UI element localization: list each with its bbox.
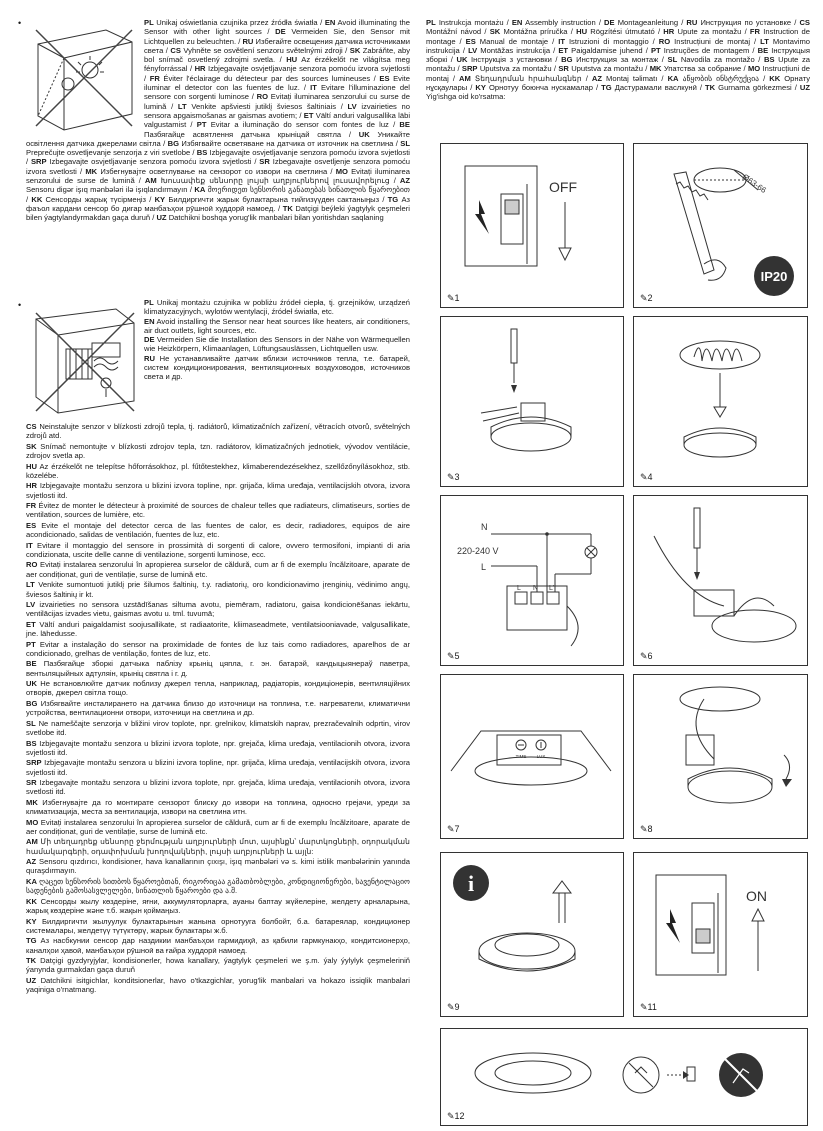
- language-text: Avoid installing the Sensor near heat sources like heaters, air conditioners, air duct outlets, light sources, etc.: [144, 316, 410, 335]
- language-paragraph: [26, 739, 410, 758]
- language-text: Izbjegavajte montažu senzora u blizini izvora topline, npr. grijača, klima uređaja, ventilacijskih otvora, izvora svjetlosti itd.: [26, 758, 410, 777]
- figure-1-caption: ✎1: [447, 293, 460, 303]
- language-text: Az érzékelőt ne telepítse hőforrásokhoz, pl. fűtőtestekhez, klimaberendezésekhez, szellőzőnyílásokhoz, stb. közelébe.: [26, 461, 410, 480]
- language-code: LV: [26, 600, 36, 610]
- language-text: Evitar a instalação do sensor na proximidade de fontes de luz tais como radiadores, aparelhos de ar condicionado, grelhas de ventilação, fontes de luz, etc.: [26, 639, 410, 658]
- figure-11: [633, 852, 808, 1017]
- language-text: Пазбягайце зборкі датчыка паблізу крыніц цяпла, г. эн. батарэй, кандыцыянераў паветра, вентыляцыйных адтуляін, крыніц святла і г. д.: [26, 659, 410, 678]
- language-text: Інструкція з установки /: [467, 55, 562, 65]
- language-text: Gurnama görkezmesi /: [715, 83, 800, 93]
- language-text: Uputstva za montažu /: [568, 64, 650, 74]
- language-paragraph: [26, 837, 410, 856]
- language-code: HR: [194, 64, 206, 74]
- language-text: Vältí anduri paigaldamist soojusallikate, st radiaatorite, kliimaseadmete, ventilatsiooniavade, valgusallikate, jne. lähedusse.: [26, 619, 410, 639]
- language-paragraph: [144, 298, 410, 317]
- language-text: Vermeiden Sie die Installation des Sensors in der Nähe von Wärmequellen wie Heizkörpern, Klimaanlagen, Lüftungsauslässen, Lichtquellen usw.: [144, 335, 410, 354]
- language-text: Evite el montaje del detector cerca de las fuentes de calor, es decir, radiadores, equipos de aire acondicionado, salidas de ventilación, fuentes de luz, etc.: [26, 520, 410, 540]
- language-text: Navodila za montažo /: [677, 55, 764, 65]
- time-label: TIME: [515, 754, 527, 759]
- language-text: Izbjegavajte montažu senzora u blizini izvora toplote, npr. grejača, klima uređaja, ventilacionih otvora, izvora svjetlosti itd.: [26, 738, 410, 757]
- language-paragraph: [26, 600, 410, 619]
- language-text: Montaj təlimatı /: [602, 73, 668, 83]
- language-text: Izbjegavajte osvjetljavanje senzora pomoću izvora svjetlosti /: [26, 148, 410, 167]
- language-code: AZ: [26, 857, 37, 867]
- figure-12: [440, 1028, 808, 1126]
- language-code: ET: [558, 45, 569, 55]
- figure-3-caption: ✎3: [447, 472, 460, 482]
- language-code: SL: [26, 718, 36, 728]
- language-code: CS: [799, 18, 810, 27]
- language-code: MK: [85, 166, 98, 176]
- language-text: Տեղադրման հրահանգներ /: [470, 73, 592, 83]
- pencil-icon: ✎: [447, 824, 455, 834]
- language-text: Assembly instruction /: [522, 18, 605, 27]
- language-code: FR: [26, 501, 37, 511]
- language-text: Istruzioni di montaggio /: [564, 36, 659, 46]
- language-code: IT: [558, 36, 565, 46]
- language-code: KA: [667, 73, 679, 83]
- language-code: DE: [604, 18, 615, 27]
- language-code: PL: [144, 298, 154, 307]
- language-paragraph: [26, 719, 410, 738]
- language-code: RO: [658, 36, 671, 46]
- language-text: Manual de montaje /: [475, 36, 559, 46]
- language-code: RU: [686, 18, 698, 27]
- language-paragraph: [26, 917, 410, 936]
- language-code: TG: [26, 936, 37, 946]
- language-code: TG: [601, 83, 612, 93]
- language-text: izvairieties no sensora uzstādīšanas siltuma avotu, piemēram, radiatoru, gaisa kondicionēšanas iekārtu, ventilācijas izvades vietu, gaismas avotu u. tml. tuvumā;: [26, 600, 410, 619]
- language-text: Évitez de monter le détecteur à proximité de sources de chaleur telles que radiateurs, climatiseurs, sorties de ventilation, sources de lumière, etc.: [26, 501, 410, 520]
- language-paragraph: [26, 818, 410, 837]
- language-text: Инструкция по установке /: [697, 18, 800, 27]
- language-code: FR: [149, 73, 160, 83]
- language-paragraph: [26, 956, 410, 975]
- language-code: RO: [256, 92, 269, 102]
- language-code: BE: [399, 120, 410, 130]
- language-text: Vyhněte se osvětlení senzoru světelnými zdroji /: [180, 45, 350, 55]
- language-text: Yig'ishga oid ko'rsatma:: [426, 92, 506, 102]
- language-code: BE: [26, 659, 37, 669]
- language-code: SRP: [461, 64, 478, 74]
- language-code: HU: [286, 55, 298, 65]
- language-code: HU: [26, 461, 37, 471]
- on-label: ON: [746, 888, 767, 904]
- ip-rating: IP20: [760, 269, 788, 284]
- language-paragraph: [26, 758, 410, 777]
- figure-8: [633, 674, 808, 839]
- language-text: izvairieties no sensora apgaismošanas ar gaismas avotiem; /: [144, 101, 410, 120]
- language-paragraph: [26, 462, 410, 481]
- language-code: DE: [144, 335, 155, 345]
- language-code: AM: [144, 176, 157, 186]
- language-text: Аз насбкунии сенсор дар наздикии манбаъҳои гармидиҳӣ, аз қабили гармкунакҳо, кондитсионерҳо, каналҳои ҳавоӣ, манбаъҳои рӯшноӣ ва ғайра худдорӣ намоед.: [26, 936, 410, 955]
- language-text: Zabráňte, aby bol snímač osvetlený zdrojmi svetla. /: [144, 45, 410, 65]
- language-text: Instrucțiuni de montaj /: [670, 36, 761, 46]
- language-code: UK: [456, 55, 468, 65]
- language-code: FR: [749, 27, 761, 37]
- language-paragraph: [26, 640, 410, 659]
- language-text: Datchikni isitgichlar, konditsionerlar, havo o'tkazgichlar, yorug'lik manbalari va hokazo issiqlik manbalari yaqiniga o'rnatmang.: [26, 975, 410, 995]
- language-text: Билдиргичти жарык булактарына тийгизүүдөн сактаныңыз /: [165, 194, 388, 204]
- language-code: DE: [275, 27, 286, 37]
- language-paragraph: [26, 976, 410, 995]
- language-text: Vältí anduri valgusallika läbi valgustamist /: [144, 110, 411, 130]
- language-text: Az érzékelőt ne világítsa meg fényforrással /: [144, 55, 410, 74]
- language-code: RU: [242, 36, 254, 46]
- language-text: Дастурамали васлкунӣ /: [611, 83, 706, 93]
- heat-warning-illustration: [30, 305, 138, 417]
- pencil-icon: ✎: [640, 293, 648, 303]
- language-text: Sensoru qızdırıcı, kondisioner, hava kanallarının çıxışı, işıq mənbələri və s. kimi istilik mənbələrinin yanında quraşdırmayın.: [26, 857, 410, 876]
- terminal-n: N: [533, 585, 539, 592]
- language-text: Preprečujte osvetljevanje senzorja z viri svetlobe /: [26, 148, 197, 158]
- language-code: LV: [468, 45, 478, 55]
- language-code: LV: [347, 101, 357, 111]
- figure-7-caption: ✎7: [447, 824, 460, 834]
- language-code: MO: [747, 64, 761, 74]
- language-code: PT: [650, 45, 661, 55]
- language-text: Unikaj oświetlania czujnika przez źródła światła /: [153, 18, 325, 27]
- language-text: Paigaldamise juhend /: [568, 45, 651, 55]
- language-code: SL: [667, 55, 678, 65]
- language-code: BS: [196, 148, 208, 158]
- language-code: RU: [144, 353, 155, 363]
- language-text: Unikaj montażu czujnika w pobliżu źródeł ciepła, tj. grzejników, urządzeń klimatyzacyjnych, wylotów wentylacji, źródeł światła, etc.: [144, 298, 410, 317]
- pencil-icon: ✎: [447, 651, 455, 661]
- language-text: Éviter l'éclairage du détecteur par des sources lumineuses /: [159, 73, 380, 83]
- language-code: TK: [705, 83, 716, 93]
- figure-12-caption: ✎12: [447, 1111, 465, 1121]
- language-code: AM: [26, 837, 38, 847]
- language-text: Snímač nemontujte v blízkosti zdrojov tepla, tzn. radiátorov, klimatizačných jednotiek, vývodov ventilácie, zdrojov svetla ap.: [26, 441, 410, 461]
- language-text: Evitați instalarea senzorului în apropierea surselor de căldură, cum ar fi de exemplu încălzitoare, aparate de aer condiționat, guri de ventilație, surse de lumină etc.: [26, 817, 410, 836]
- language-code: SL: [400, 138, 410, 148]
- pencil-icon: ✎: [640, 472, 648, 482]
- language-text: Избегайте освещения датчика источниками света /: [144, 36, 410, 55]
- language-text: Ne nameščajte senzorja v bližini virov toplote, npr. grelnikov, klimatskih naprav, prezračevalnih odprtin, virov svetlobe itd.: [26, 718, 410, 738]
- language-code: MO: [26, 817, 39, 827]
- language-text: Neinstalujte senzor v blízkosti zdrojů tepla, tj. radiátorů, klimatizačních zařízení, větracích otvorů, světelných zdrojů atd.: [26, 422, 410, 441]
- language-code: SK: [489, 27, 501, 37]
- language-code: SRP: [26, 758, 42, 768]
- language-text: Datchikni boshqa yorug'lik manbalari bilan yoritishdan saqlaning: [166, 213, 384, 223]
- pencil-icon: ✎: [447, 1111, 455, 1121]
- language-text: Instrucțiuni de montaj /: [426, 64, 810, 83]
- language-code: AZ: [591, 73, 602, 83]
- language-text: Evitați instalarea senzorului în apropierea surselor de căldură, cum ar fi de exemplu încălzitoare, aparate de aer condiționat, guri de ventilație, surse de lumină etc.: [26, 560, 410, 579]
- language-paragraph: [26, 521, 410, 540]
- language-text: Інструкцыя зборкі /: [426, 45, 811, 65]
- pencil-icon: ✎: [640, 651, 648, 661]
- illustration-spacer: [26, 18, 144, 136]
- language-code: MO: [335, 166, 348, 176]
- language-code: PT: [196, 120, 207, 130]
- language-code: SR: [558, 64, 569, 74]
- neutral-label: N: [481, 522, 488, 532]
- language-text: Инструкция за монтаж /: [572, 55, 668, 65]
- language-code: KK: [26, 896, 37, 906]
- language-paragraph: [26, 442, 410, 461]
- language-code: KY: [154, 194, 166, 204]
- figure-5: [440, 495, 624, 666]
- language-code: EN: [144, 316, 155, 326]
- language-code: HR: [663, 27, 675, 37]
- language-code: CS: [26, 422, 37, 431]
- language-paragraph: [26, 877, 410, 896]
- language-code: LT: [26, 580, 35, 590]
- language-code: IT: [310, 83, 317, 93]
- language-text: Не встановлюйте датчик поблизу джерел тепла, наприклад, радіаторів, кондиціонерів, вентиляційних отворів, джерел світла тощо.: [26, 679, 410, 698]
- figure-5-caption: ✎5: [447, 651, 460, 661]
- pencil-icon: ✎: [447, 1002, 455, 1012]
- language-text: Izbegavajte osvjetljavanje senzora pomoću izvora svjetlosti /: [46, 157, 260, 167]
- heat-warning-rest-block: [26, 422, 410, 996]
- language-text: Montāžas instrukcija /: [477, 45, 559, 55]
- language-paragraph: [26, 778, 410, 797]
- figure-9: [440, 852, 624, 1017]
- language-text: Venkite sumontuoti jutiklį prie šilumos šaltinių, t.y. radiatorių, oro kondicionavimo įrenginių, vėdinimo angų, šviesos šaltinių ir kt.: [26, 580, 410, 599]
- language-text: Sensoru digər işıq mənbələri ilə işıqlandırmayın /: [26, 185, 195, 195]
- language-code: UZ: [26, 975, 37, 985]
- language-text: Уникайте освітлення датчика джерелами світла /: [26, 129, 410, 148]
- language-text: Izbjegavajte montažu senzora u blizini izvora topline, npr. grijača, klima uređaja, ventilacijskih otvora, izvora svjetlosti itd.: [26, 481, 410, 500]
- figure-7: [440, 674, 624, 839]
- language-paragraph: [26, 560, 410, 579]
- language-code: TK: [26, 956, 37, 966]
- language-code: ES: [26, 520, 37, 530]
- language-paragraph: [26, 699, 410, 718]
- bullet: •: [18, 18, 22, 28]
- language-text: Билдиргичти жылуулук булактарынын жанына орнотууга болбойт, б.а. батареялар, кондиционер системалары, желдетүү түтүктөрү, жарык булактары ж.б.: [26, 916, 410, 935]
- language-code: BG: [561, 55, 573, 65]
- language-paragraph: [26, 620, 410, 639]
- pencil-icon: ✎: [447, 293, 455, 303]
- language-text: Մի տեղադրեք սենսորը ջերմության աղբյուրների մոտ, այսինքն՝ մարտկոցների, օդորակման համակարգերի, օդափոխման խողովակների, լույսի աղբյուրների և այլն:: [26, 837, 410, 856]
- language-text: Venkite apšviesti jutiklį šviesos šaltiniais /: [186, 101, 348, 111]
- language-text: Uputstva za montažu /: [477, 64, 559, 74]
- figure-2: [633, 143, 808, 308]
- language-code: UZ: [799, 83, 810, 93]
- language-code: ES: [465, 36, 476, 46]
- language-paragraph: [26, 541, 410, 560]
- pencil-icon: ✎: [640, 1002, 648, 1012]
- language-code: IT: [26, 540, 33, 550]
- language-code: KK: [769, 73, 781, 83]
- language-text: Խուսափեք սենսորը լույսի աղբյուրներով լուսավորելուց /: [156, 176, 400, 186]
- language-text: Upute za montažu /: [426, 55, 811, 74]
- language-code: SRP: [30, 157, 47, 167]
- language-code: EN: [324, 18, 336, 27]
- language-code: HU: [576, 27, 588, 37]
- figure-2-caption: ✎2: [640, 293, 653, 303]
- language-code: KA: [26, 876, 37, 886]
- language-code: RO: [26, 560, 38, 570]
- language-text: Datçigi gyzdyryjylar, kondisionerler, howa kanallary, ýagtylyk çeşmeleri we ş.m. ýaly ýylylyk çeşmeleriniň ýanynda gurmakdan gaça duruň: [26, 956, 410, 975]
- language-text: Evitați iluminarea senzorului de surse de lumină /: [26, 166, 410, 186]
- language-code: PT: [26, 639, 36, 649]
- language-code: BG: [167, 138, 180, 148]
- voltage-label: 220-240 V: [457, 546, 499, 556]
- language-text: Evitare l'illuminazione del sensore con sorgenti luminose /: [144, 83, 410, 102]
- language-code: EN: [511, 18, 523, 27]
- language-text: Rögzítési útmutató /: [587, 27, 664, 37]
- language-code: UK: [358, 129, 370, 139]
- language-code: HR: [26, 481, 37, 491]
- terminal-l-prime: L': [549, 585, 555, 592]
- language-text: ღაცეთ სენსორის სითბოს წყაროებთან, რიგორიცაა გამათბობლები, კონდიციონერები, სავენტილაციო სადენების გამოსასვლელები, სინათლის წყაროები და ა.შ.: [26, 876, 410, 896]
- language-text: Evitar a iluminação do sensor com fontes de luz /: [206, 120, 400, 130]
- instructions-header: [426, 18, 810, 102]
- language-paragraph: [26, 857, 410, 876]
- language-text: Instruction de montage /: [426, 27, 810, 46]
- language-code: MK: [649, 64, 662, 74]
- language-text: Montážna príručka /: [500, 27, 577, 37]
- language-text: Упатства за собрание /: [661, 64, 748, 74]
- figure-1: [440, 143, 624, 308]
- figure-4-caption: ✎4: [640, 472, 653, 482]
- language-code: KY: [475, 83, 486, 93]
- heat-warning-top-block: [144, 298, 410, 382]
- figure-6: [633, 495, 808, 666]
- language-code: PL: [426, 18, 436, 27]
- language-text: Избегнувајте осветлување на сензорот со извори на светлина /: [97, 166, 336, 176]
- language-text: Izbegavajte montažu senzora u blizini izvora toplote, npr. grejača, klima uređaja, ventilacionih otvora, izvora svetlosti itd.: [26, 778, 410, 797]
- language-code: SR: [259, 157, 270, 167]
- language-code: BS: [26, 738, 37, 748]
- language-text: Vermeiden Sie, den Sensor mit Lichtquellen zu beleuchten. /: [144, 27, 410, 46]
- figure-6-caption: ✎6: [640, 651, 653, 661]
- instructions_header-paragraph: [426, 18, 810, 102]
- language-text: Evitați iluminarea senzorului cu surse de lumină /: [144, 92, 410, 111]
- language-code: KA: [194, 185, 206, 195]
- language-text: Аз фаъол кардани сенсор бо дигар манбаъҳои рӯшноӣ худдорӣ намоед. /: [26, 194, 410, 213]
- language-code: UZ: [156, 213, 167, 223]
- language-text: Upute za montažu /: [674, 27, 750, 37]
- language-code: PL: [144, 18, 154, 27]
- language-text: მოერიდეთ სენსორის განათებას სინათლის წყაროებით /: [26, 185, 410, 204]
- language-paragraph: [26, 679, 410, 698]
- language-text: Montážní návod /: [426, 27, 490, 37]
- language-paragraph: [144, 335, 410, 354]
- language-paragraph: [26, 798, 410, 817]
- language-code: BE: [757, 45, 769, 55]
- language-code: TG: [387, 194, 399, 204]
- language-text: Пазбягайце асвятлення датчыка крыніцай святла /: [144, 129, 359, 139]
- info-glyph: i: [467, 871, 475, 896]
- off-label: OFF: [549, 179, 577, 195]
- language-code: ES: [379, 73, 390, 83]
- language-text: Datçigi beýleki ýagtylyk çeşmeleri bilen ýagtylandyrmakdan gaça duruň /: [26, 203, 410, 223]
- language-code: BG: [26, 698, 38, 708]
- bullet: •: [18, 300, 22, 310]
- language-text: Избягвайте осветяване на датчика от източник на светлина /: [179, 138, 401, 148]
- line-label: L: [481, 562, 487, 572]
- language-code: LT: [760, 36, 769, 46]
- language-code: UK: [26, 679, 37, 689]
- language-text: Орнотуу боюнча нускамалар /: [485, 83, 602, 93]
- language-code: BS: [763, 55, 775, 65]
- language-paragraph: [144, 354, 410, 382]
- language-code: AZ: [399, 176, 410, 186]
- language-code: KK: [31, 194, 43, 204]
- language-paragraph: [26, 422, 410, 441]
- language-text: Izbjegavajte osvjetljavanje senzora pomoću izvora svjetlosti /: [144, 64, 410, 83]
- language-text: Evitare il montaggio del sensore in prossimità di sorgenti di calore, ovvero termosifoni, impianti di aria condizionata, uscite delle canne di ventilazione, sorgenti luminose, ecc.: [26, 540, 410, 559]
- figure-9-caption: ✎9: [447, 1002, 460, 1012]
- figure-8-caption: ✎8: [640, 824, 653, 834]
- figure-4: [633, 316, 808, 487]
- language-text: Instrukcja montażu /: [435, 18, 512, 27]
- language-text: Избегнувајте да го монтирате сензорот блиску до извори на топлина, односно грејачи, уреди за климатизација, места за вентилација, извори на светлина итн.: [26, 797, 410, 817]
- language-text: აწყობის ინსტრუქცია /: [678, 73, 770, 83]
- pencil-icon: ✎: [640, 824, 648, 834]
- language-code: CS: [170, 45, 181, 55]
- lux-label: LUX: [536, 754, 546, 759]
- language-text: Instruções de montagem /: [660, 45, 758, 55]
- language-paragraph: [26, 897, 410, 916]
- terminal-l: L: [517, 585, 521, 592]
- language-code: AM: [459, 73, 471, 83]
- language-code: SR: [26, 778, 37, 788]
- language-text: Avoid illuminating the Sensor with other light sources /: [144, 18, 411, 37]
- language-code: KY: [26, 916, 37, 926]
- language-text: Избягвайте инсталирането на датчика близо до източници на топлина, т.е. нагреватели, климатични устройства, вентилационни отвори, източници на светлина и др.: [26, 698, 410, 718]
- pencil-icon: ✎: [447, 472, 455, 482]
- diameter-label: Ø63-66: [740, 172, 768, 195]
- light-warning-block: [26, 18, 410, 223]
- language-paragraph: [26, 501, 410, 520]
- language-code: SK: [26, 441, 37, 451]
- language-code: LT: [177, 101, 187, 111]
- language-code: SK: [349, 45, 361, 55]
- language-code: TK: [282, 203, 293, 213]
- language-text: Montageanleitung /: [614, 18, 687, 27]
- language-text: Montavimo instrukcija /: [426, 36, 811, 55]
- language-code: ET: [303, 110, 314, 120]
- language-code: ET: [26, 619, 36, 629]
- language-text: Сенсорды жарық түсірмеңіз /: [42, 194, 155, 204]
- language-text: Не устанавливайте датчик вблизи источников тепла, т.е. батарей, систем кондиционирования, вентиляционных воздуховодов, источников света и др.: [144, 353, 410, 382]
- figure-3: [440, 316, 624, 487]
- language-paragraph: [26, 481, 410, 500]
- language-text: Izbegavajte osvetljenje senzora pomoću izvora svetlosti /: [26, 157, 410, 176]
- language-paragraph: [26, 936, 410, 955]
- language-paragraph: [26, 580, 410, 599]
- language-text: Evite iluminar el detector con las fuentes de luz. /: [144, 73, 410, 93]
- language-paragraph: [144, 317, 410, 336]
- language-text: Сенсорды жылу көздеріне, яғни, аккумуляторларға, ауаны баптау жүйелеріне, желдету арналарына, жарық көздеріне және т.б. жақын қоймаңыз.: [26, 896, 410, 916]
- language-paragraph: [26, 659, 410, 678]
- figure-11-caption: ✎11: [640, 1002, 657, 1012]
- language-code: MK: [26, 797, 38, 807]
- language-text: Орнату нұсқаулары /: [426, 73, 810, 93]
